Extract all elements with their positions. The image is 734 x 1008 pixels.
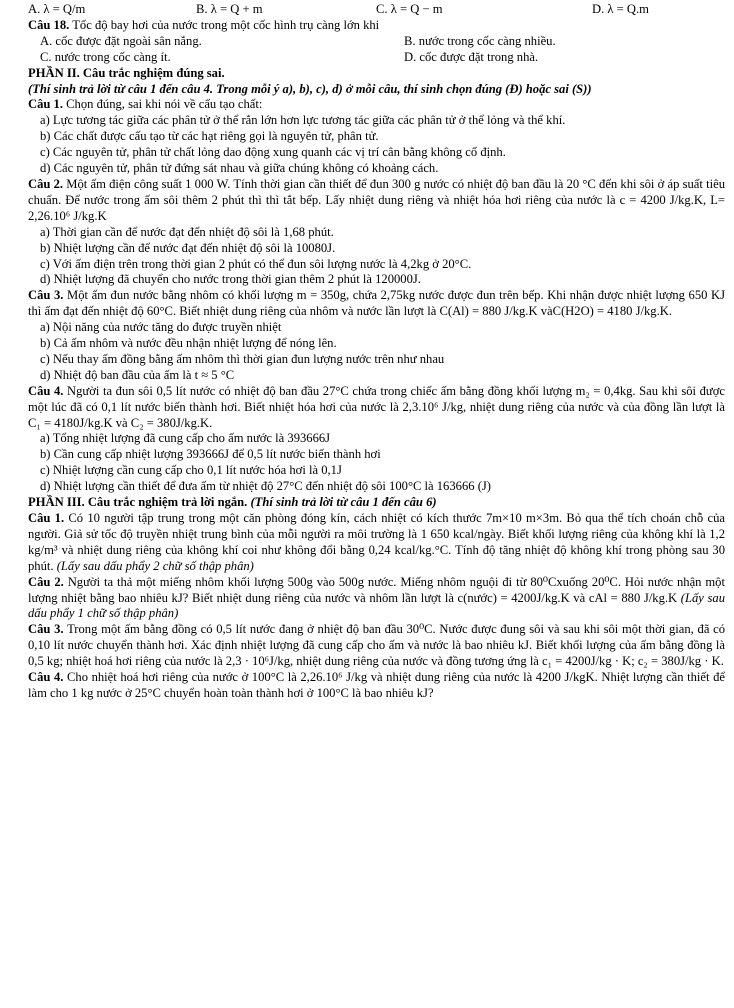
part3-title: PHẦN III. Câu trắc nghiệm trả lời ngắn. xyxy=(28,495,248,510)
option-b: B. λ = Q + m xyxy=(196,2,263,16)
statement-c: c) Nếu thay ấm đồng bằng ấm nhôm thì thời gian đun lượng nước trên như nhau xyxy=(40,351,445,366)
question-text: Tốc độ bay hơi của nước trong một cốc hình trụ càng lớn khi xyxy=(72,17,380,32)
statement-a: a) Lực tương tác giữa các phân tử ở thể rắn lớn hơn lực tương tác giữa các phân tử ở thể lỏng và thể khí. xyxy=(40,113,566,128)
question-label: Câu 2. xyxy=(28,574,64,589)
statement-d: d) Nhiệt lượng đã chuyển cho nước trong thời gian thêm 2 phút là 120000J. xyxy=(40,272,421,287)
part3-question-2 xyxy=(28,575,725,623)
statement-a: a) Thời gian cần để nước đạt đến nhiệt độ sôi là 1,68 phút. xyxy=(40,224,334,239)
part2-title: PHẦN II. Câu trắc nghiệm đúng sai. xyxy=(28,65,225,80)
question-text: Người ta đun sôi 0,5 lít nước có nhiệt độ ban đầu 27°C chứa trong chiếc ấm bằng đồng khối lượng m₂ = 0,4kg. Sau khi sôi được một lúc đã có 0,1 lít nước biến thành hơi. Biết nhiệt hóa hơi của nước là 2,3.10⁶ J/kg, nhiệt dung riêng của nước và của đồng lần lượt là C₁ = 4180J/kg.K và C₂ = 380J/kg.K. xyxy=(28,383,725,430)
question-label: Câu 3. xyxy=(28,288,64,303)
question-text: Một ấm điện công suất 1 000 W. Tính thời gian cần thiết để đun 300 g nước có nhiệt độ ban đầu là 20 °C đến khi sôi ở áp suất tiêu chuẩn. Để nước trong ấm sôi thêm 2 phút thì thì tắt bếp. Lấy nhiệt dung riêng và nhiệt hóa hơi riêng của nước là c = 4200 J/kg.K, L= 2,26.10⁶ J/kg.K xyxy=(28,176,725,223)
statement-b: b) Cả ấm nhôm và nước đều nhận nhiệt lượng để nóng lên. xyxy=(40,336,337,351)
statement-c: c) Với ấm điện trên trong thời gian 2 phút có thể đun sôi lượng nước là 4,2kg ở 20°C. xyxy=(40,256,472,271)
statement-d: d) Các nguyên tử, phân tử đứng sát nhau và giữa chúng không có khoảng cách. xyxy=(40,161,439,176)
part2-instruction: (Thí sinh trả lời từ câu 1 đến câu 4. Trong mỗi ý a), b), c), d) ở mỗi câu, thí sinh chọn đúng (Đ) hoặc sai (S)) xyxy=(28,81,592,96)
question-label: Câu 1. xyxy=(28,511,65,525)
question-text: Người ta thả một miếng nhôm khối lượng 500g vào 500g nước. Miếng nhôm nguội đi từ 80⁰Cxuống 20⁰C. Hỏi nước nhận một lượng nhiệt bằng bao nhiêu kJ? Biết nhiệt dung riêng của nước và nhôm lần lượt là c(nước) = 4200J/kg.K và cAl = 880 J/kg.K xyxy=(28,574,725,605)
q18-options-row-2 xyxy=(40,50,725,66)
statement-d: d) Nhiệt độ ban đầu của ấm là t ≈ 5 °C xyxy=(40,367,235,382)
part3-instruction: (Thí sinh trả lời từ câu 1 đến câu 6) xyxy=(250,495,437,510)
q18-option-b: B. nước trong cốc càng nhiều. xyxy=(404,33,556,48)
q18-option-d: D. cốc được đặt trong nhà. xyxy=(404,49,539,64)
question-label: Câu 4. xyxy=(28,383,64,398)
part2-question-2 xyxy=(28,177,725,288)
question-text: Có 10 người tập trung trong một căn phòng đóng kín, cách nhiệt có kích thước 7m×10 m×3m. Bỏ qua thể tích choán chỗ của người. Giả sử tốc độ truyền nhiệt trung bình của mỗi người ra môi trường là 1 650 kcal/ngày. Biết khối lượng riêng của không khí là 1,2 kg/m³ và nhiệt dung riêng của không khí coi như không đổi bằng 0,24 kcal/kg.°C. Tính độ tăng nhiệt độ không khí trong phòng sau 30 phút. xyxy=(28,511,725,573)
option-c: C. λ = Q − m xyxy=(376,2,443,16)
question-note: (Lấy sau dấu phẩy 1 chữ số thập phân) xyxy=(28,590,725,621)
part2-question-3 xyxy=(28,288,725,383)
statement-b: b) Cần cung cấp nhiệt lượng 393666J để 0,5 lít nước biến thành hơi xyxy=(40,447,381,462)
part3-question-1 xyxy=(28,511,725,575)
question-label: Câu 4. xyxy=(28,670,64,685)
option-a: A. λ = Q/m xyxy=(28,2,86,16)
statement-b: b) Nhiệt lượng cần để nước đạt đến nhiệt độ sôi là 10080J. xyxy=(40,240,336,255)
part3-heading xyxy=(28,495,725,511)
part2-question-1 xyxy=(28,97,725,177)
question-18 xyxy=(28,18,725,34)
statement-b: b) Các chất được cấu tạo từ các hạt riêng gọi là nguyên tử, phân tử. xyxy=(40,129,379,144)
q18-option-c: C. nước trong cốc càng ít. xyxy=(40,49,171,64)
question-label: Câu 3. xyxy=(28,622,64,637)
statement-a: a) Tổng nhiệt lượng đã cung cấp cho ấm nước là 393666J xyxy=(40,431,331,446)
question-note: (Lấy sau dấu phẩy 2 chữ số thập phân) xyxy=(56,558,254,573)
statement-c: c) Nhiệt lượng cần cung cấp cho 0,1 lít nước hóa hơi là 0,1J xyxy=(40,463,342,478)
question-text: Cho nhiệt hoá hơi riêng của nước ở 100°C là 2,26.10⁶ J/kg và nhiệt dung riêng của nước là 4200 J/kgK. Nhiệt lượng cần thiết để làm cho 1 kg nước ở 25°C chuyển hoàn toàn thành hơi ở 100°C là bao nhiêu kJ? xyxy=(28,670,725,700)
question-label: Câu 1. xyxy=(28,97,63,112)
q18-option-a: A. cốc được đặt ngoài sân nắng. xyxy=(40,33,202,48)
option-d: D. λ = Q.m xyxy=(592,2,649,16)
question-text: Một ấm đun nước bằng nhôm có khối lượng m = 350g, chứa 2,75kg nước được đun trên bếp. Khi nhận được nhiệt lượng 650 KJ thì ấm đạt đến nhiệt độ 60°C. Biết nhiệt dung riêng của nhôm và nước lần lượt là C(Al) = 880 J/kg.K vàC(H2O) = 4180 J/kg.K. xyxy=(28,288,725,319)
q18-options-row-1 xyxy=(40,34,725,50)
question-label: Câu 18. xyxy=(28,17,70,32)
part2-question-4 xyxy=(28,384,725,495)
question-text: Trong một ấm bằng đồng có 0,5 lít nước đang ở nhiệt độ ban đầu 30⁰C. Nước được đung sôi và sau khi sôi một thời gian, đã có 0,10 lít nước chuyển thành hơi. Xác định nhiệt lượng đã cung cấp cho ấm và nước là bao nhiêu kJ. Biết khối lượng của ấm bằng đồng là 0,5 kg; nhiệt hoá hơi riêng của nước là 2,3 · 10⁶J/kg, nhiệt dung riêng của nước và đồng tương ứng là c₁ = 4200J/kg · K; c₂ = 380J/kg · K. xyxy=(28,622,726,669)
question-label: Câu 2. xyxy=(28,176,64,191)
answer-options-row xyxy=(28,2,725,18)
statement-c: c) Các nguyên tử, phân tử chất lỏng dao động xung quanh các vị trí cân bằng không cố định. xyxy=(40,145,506,160)
part3-question-3 xyxy=(28,622,725,670)
statement-d: d) Nhiệt lượng cần thiết để đưa ấm từ nhiệt độ 27°C đến nhiệt độ sôi 100°C là 163666 (J) xyxy=(40,479,491,494)
part3-question-4 xyxy=(28,670,725,702)
statement-a: a) Nội năng của nước tăng do được truyền nhiệt xyxy=(40,320,282,335)
question-text: Chọn đúng, sai khi nói về cấu tạo chất: xyxy=(66,97,263,112)
